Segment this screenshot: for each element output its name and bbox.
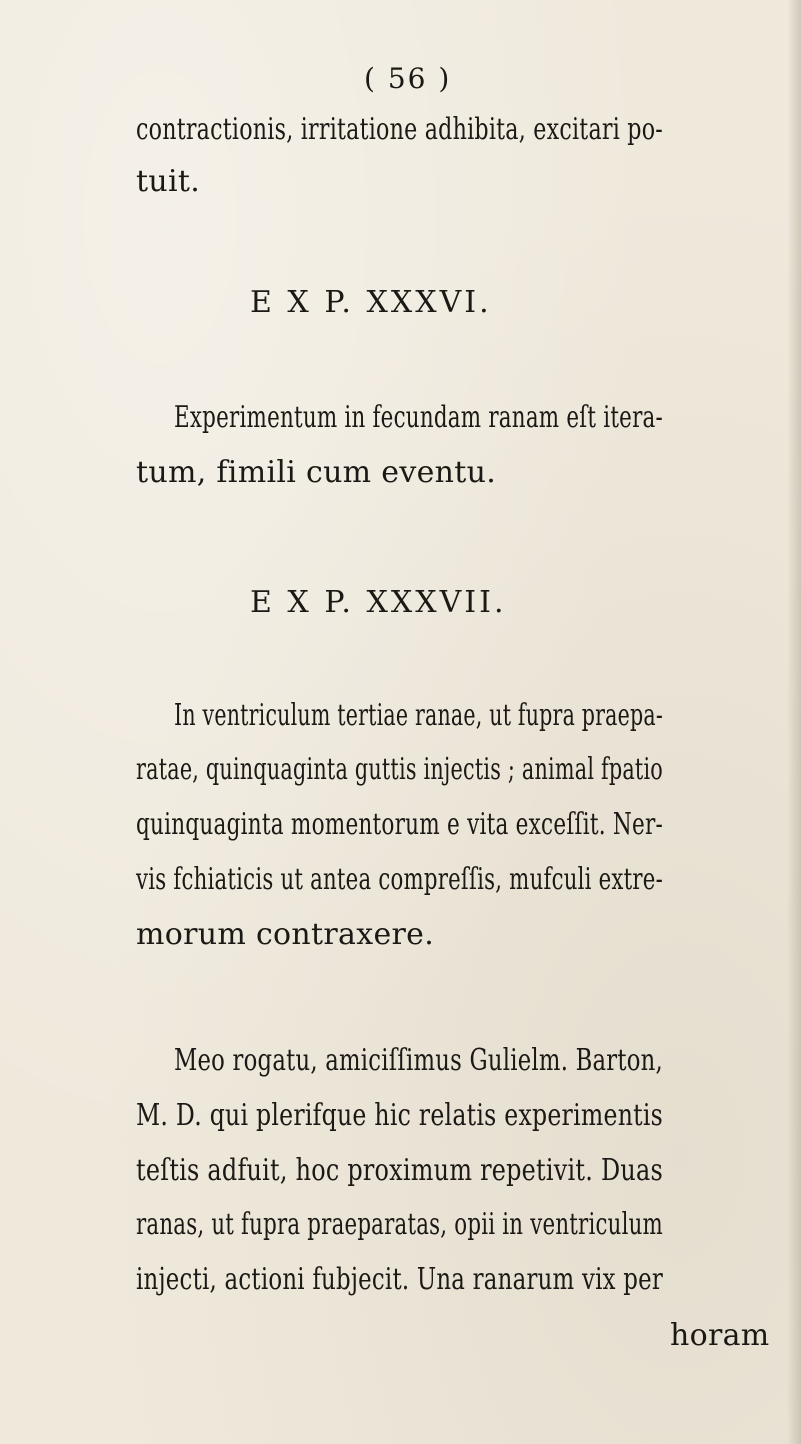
text-line: injecti, actioni fubjecit. Una ranarum vix per bbox=[136, 1262, 663, 1297]
text-line: quinquaginta momentorum e vita exceſſit. Ner- bbox=[136, 807, 663, 842]
text-line: teſtis adfuit, hoc proximum repetivit. Duas bbox=[136, 1153, 663, 1188]
text-line: tum, fimili cum eventu. bbox=[136, 455, 497, 490]
section-heading: E X P. XXXVI. bbox=[250, 285, 492, 320]
text-line: vis fchiaticis ut antea compreſſis, mufculi extre- bbox=[136, 862, 663, 897]
text-line: M. D. qui plerifque hic relatis experimentis bbox=[136, 1098, 663, 1133]
text-line: contractionis, irritatione adhibita, excitari po- bbox=[136, 112, 663, 147]
text-line: tuit. bbox=[136, 164, 201, 199]
text-line: ranas, ut fupra praeparatas, opii in ventriculum bbox=[136, 1207, 663, 1242]
text-line: morum contraxere. bbox=[136, 917, 435, 952]
page-edge-shadow bbox=[787, 0, 801, 1444]
page-number: ( 56 ) bbox=[364, 62, 452, 95]
text-line: ratae, quinquaginta guttis injectis ; animal fpatio bbox=[136, 752, 663, 787]
text-line: In ventriculum tertiae ranae, ut fupra praepa- bbox=[174, 698, 663, 733]
section-heading: E X P. XXXVII. bbox=[250, 585, 507, 620]
catchword: horam bbox=[670, 1318, 770, 1353]
text-line: Experimentum in fecundam ranam eſt itera- bbox=[174, 400, 663, 435]
text-line: Meo rogatu, amiciſſimus Gulielm. Barton, bbox=[174, 1043, 663, 1078]
